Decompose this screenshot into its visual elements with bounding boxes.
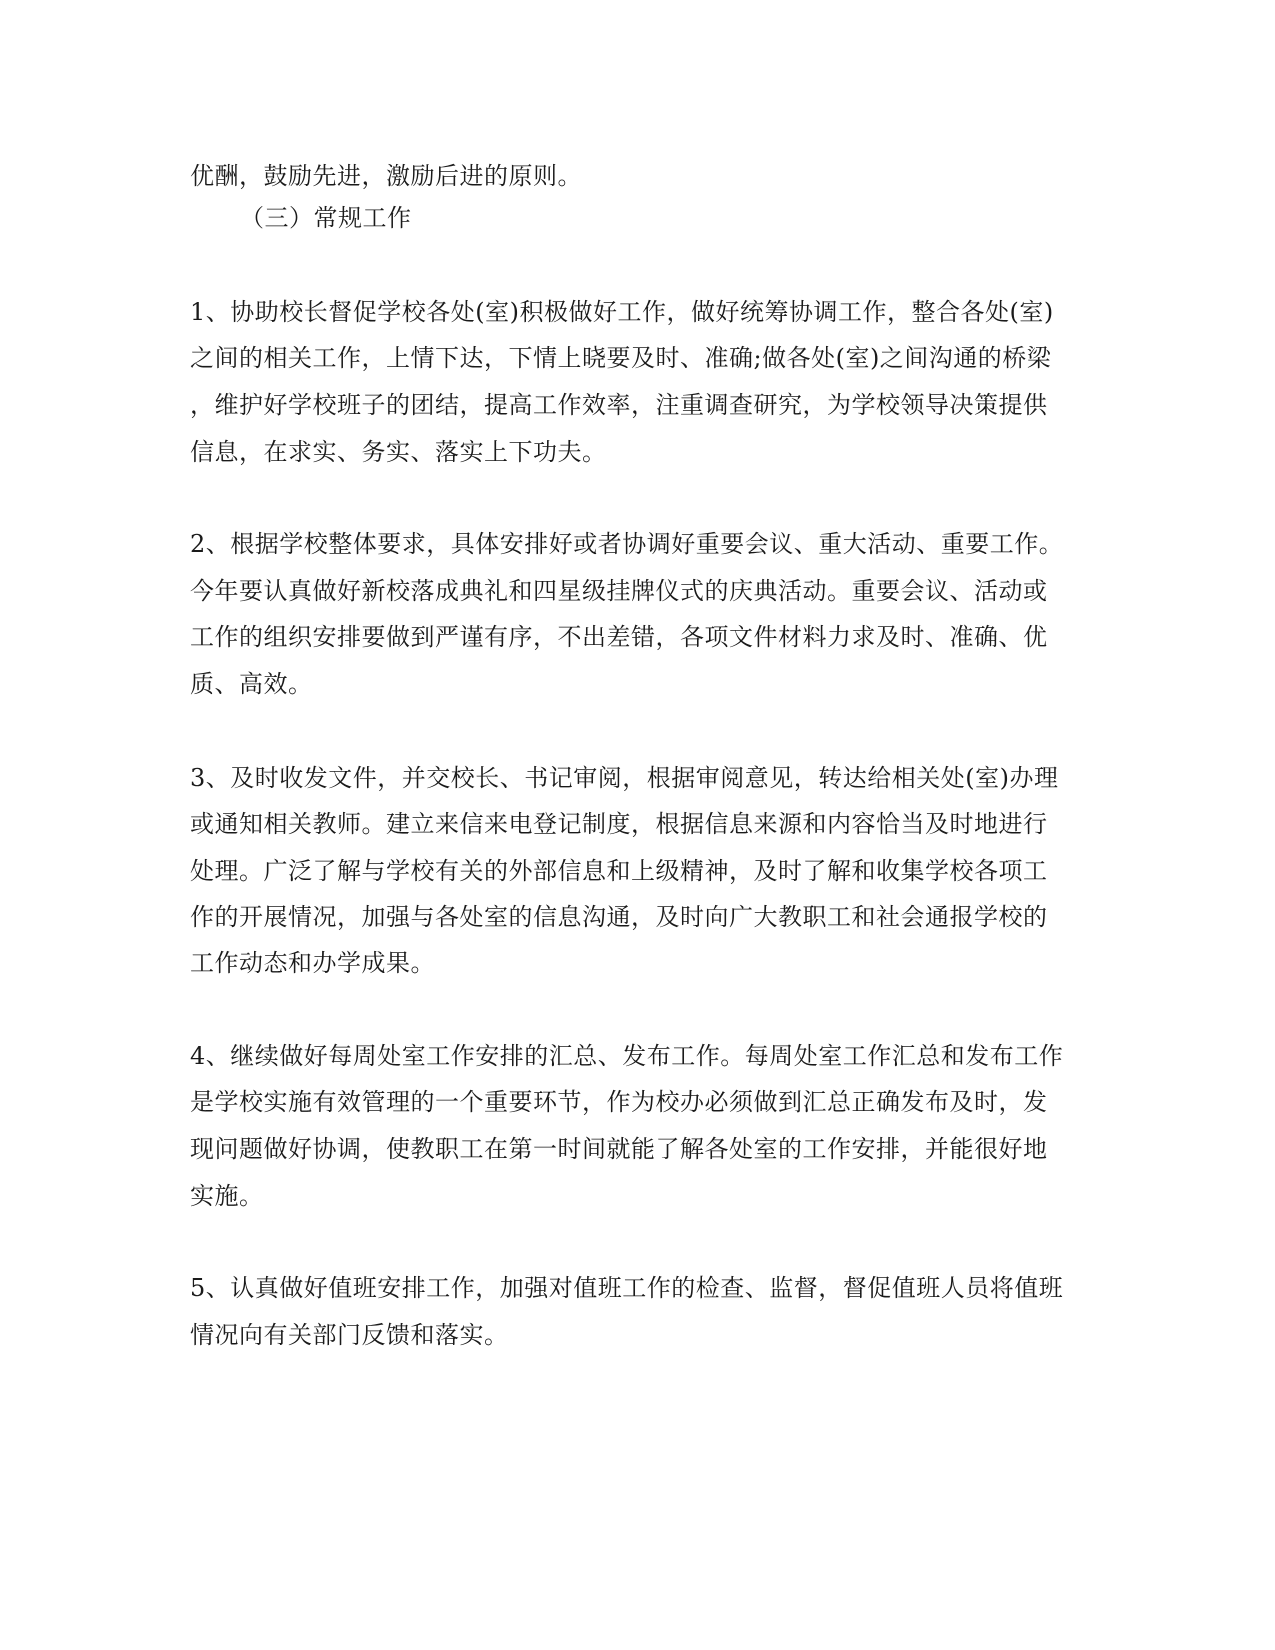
text-line: 情况向有关部门反馈和落实。	[190, 1321, 509, 1349]
text-line: 之间的相关工作，上情下达，下情上晓要及时、准确;做各处(室)之间沟通的桥梁	[190, 344, 1052, 372]
text-line: ，维护好学校班子的团结，提高工作效率，注重调查研究，为学校领导决策提供	[190, 391, 1048, 419]
text-line: 现问题做好协调，使教职工在第一时间就能了解各处室的工作安排，并能很好地	[190, 1135, 1048, 1163]
text-line: 质、高效。	[190, 670, 313, 698]
text-line: 实施。	[190, 1182, 264, 1210]
text-line: 今年要认真做好新校落成典礼和四星级挂牌仪式的庆典活动。重要会议、活动或	[190, 577, 1048, 605]
text-line: 工作动态和办学成果。	[190, 949, 435, 977]
text-line: 5、认真做好值班安排工作，加强对值班工作的检查、监督，督促值班人员将值班	[190, 1274, 1064, 1302]
section-heading: （三）常规工作	[240, 204, 412, 232]
text-line: 是学校实施有效管理的一个重要环节，作为校办必须做到汇总正确发布及时，发	[190, 1088, 1048, 1116]
text-line: 优酬，鼓励先进，激励后进的原则。	[190, 162, 582, 190]
text-line: 信息，在求实、务实、落实上下功夫。	[190, 438, 607, 466]
text-line: 工作的组织安排要做到严谨有序，不出差错，各项文件材料力求及时、准确、优	[190, 623, 1048, 651]
text-line: 或通知相关教师。建立来信来电登记制度，根据信息来源和内容恰当及时地进行	[190, 810, 1048, 838]
text-line: 2、根据学校整体要求，具体安排好或者协调好重要会议、重大活动、重要工作。	[190, 530, 1064, 558]
text-line: 4、继续做好每周处室工作安排的汇总、发布工作。每周处室工作汇总和发布工作	[190, 1042, 1064, 1070]
text-line: 1、协助校长督促学校各处(室)积极做好工作，做好统筹协调工作，整合各处(室)	[190, 298, 1054, 326]
text-line: 处理。广泛了解与学校有关的外部信息和上级精神，及时了解和收集学校各项工	[190, 857, 1048, 885]
text-line: 3、及时收发文件，并交校长、书记审阅，根据审阅意见，转达给相关处(室)办理	[190, 764, 1059, 792]
text-line: 作的开展情况，加强与各处室的信息沟通，及时向广大教职工和社会通报学校的	[190, 903, 1048, 931]
